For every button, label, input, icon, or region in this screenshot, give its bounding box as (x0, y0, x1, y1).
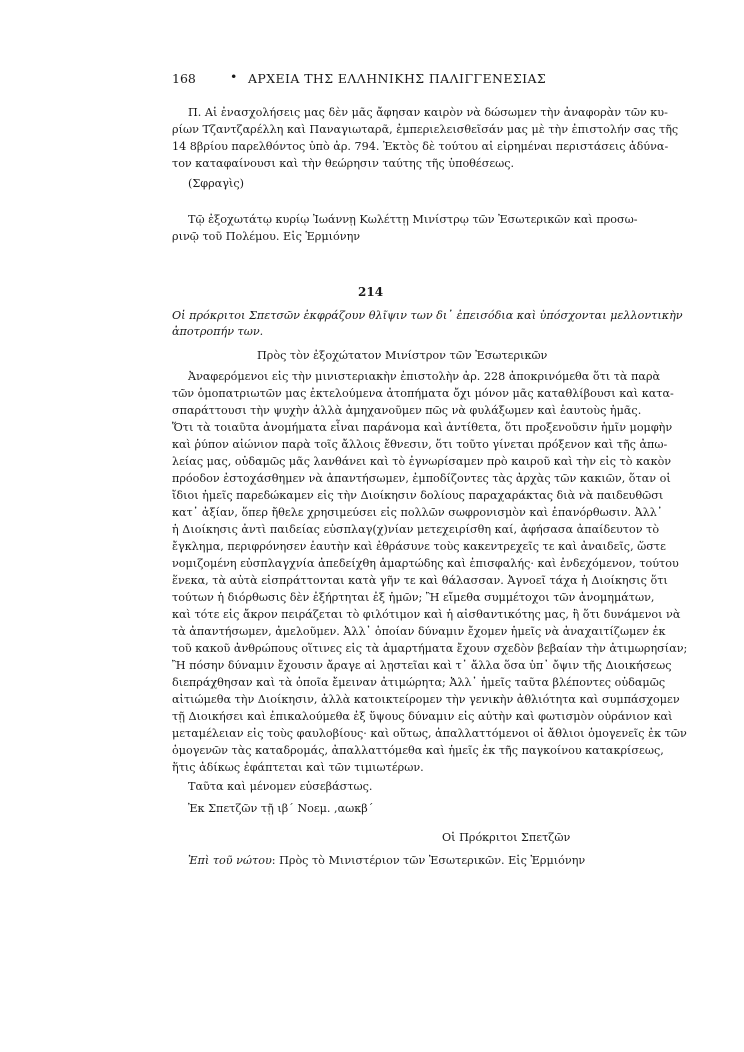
ps-line: Π. Αἱ ἐνασχολήσεις μας δὲν μᾶς ἄφησαν καιρὸν νὰ δώσωμεν τὴν ἀναφορὰν τῶν κυ- (188, 106, 668, 119)
ps-line: ρίων Τζαντζαρέλλη καὶ Παναγιωταρᾶ, ἐμπεριελεισθεῖσάν μας μὲ τὴν ἐπιστολήν σας τῆς (172, 123, 679, 136)
body-line: ὁμογενῶν τὰς καταδρομάς, ἀπαλλαττόμεθα καὶ ἡμεῖς ἐκ τῆς παγκοίνου κατακρίσεως, (172, 744, 664, 757)
body-line: τῇ Διοικήσει καὶ ἐπικαλούμεθα ἐξ ὕψους δύναμιν εἰς αὐτὴν καὶ φωτισμὸν οὐράνιον καὶ (172, 710, 673, 723)
verso-note (188, 853, 585, 868)
body-line: αἰτιώμεθα τὴν Διοίκησιν, ἀλλὰ κατοικτείρομεν τὴν γενικὴν ἀθλιότητα καὶ συμπάσχομεν (172, 693, 680, 706)
address-line: ρινῷ τοῦ Πολέμου. Εἰς Ἑρμιόνην (172, 230, 361, 243)
running-title: ΑΡΧΕΙΑ ΤΗΣ ΕΛΛΗΝΙΚΗΣ ΠΑΛΙΓΓΕΝΕΣΙΑΣ (248, 71, 547, 86)
closing-formula: Ταῦτα καὶ μένομεν εὐσεβάστως. (188, 780, 373, 793)
body-line: πρόοδον ἐστοχάσθημεν νὰ ἀπαντήσωμεν, ἐμποδίζοντες τὰς ἀρχὰς τῶν κακιῶν, ὅταν οἱ (172, 472, 671, 485)
body-line: ἕνεκα, τὰ αὐτὰ εἰσπράττονται κατὰ γῆν τε καὶ θάλασσαν. Ἀγνοεῖ τάχα ἡ Διοίκησις ὅτι (172, 574, 668, 587)
ps-line: 14 8βρίου παρελθόντος ὑπὸ ἀρ. 794. Ἐκτὸς δὲ τούτου αἱ εἰρημέναι περιστάσεις ἀδύνα- (172, 140, 669, 153)
ps-line: τον καταφαίνουσι καὶ τὴν θεώρησιν ταύτης τῆς ὑποθέσεως. (172, 157, 515, 170)
body-line: ἡ Διοίκησις ἀντὶ παιδείας εὐσπλαγ(χ)νίαν μετεχειρίσθη καί, ἀφήσασα ἀπαίδευτον τὸ (172, 523, 660, 536)
body-line: τῶν ὁμοπατριωτῶν μας ἐκτελούμενα ἀτοπήματα ὄχι μόνον μᾶς καταθλίβουσι καὶ κατα- (172, 387, 674, 400)
header-dot: • (230, 69, 238, 84)
body-line: λείας μας, οὐδαμῶς μᾶς λανθάνει καὶ τὸ ἐγνωρίσαμεν πρὸ καιροῦ καὶ τὴν εἰς τὸ κακὸν (172, 455, 672, 468)
document-summary: Οἱ πρόκριτοι Σπετσῶν ἐκφράζουν θλῖψιν των δι᾽ ἐπεισόδια καὶ ὑπόσχονται μελλοντικὴν (172, 309, 683, 322)
place-date: Ἐκ Σπετζῶν τῇ ιβ΄ Νοεμ. ,αωκβ΄ (188, 802, 374, 815)
page-number: 168 (172, 71, 196, 86)
body-line: σπαράττουσι τὴν ψυχὴν ἀλλὰ ἀμηχανοῦμεν πῶς νὰ φυλάξωμεν καὶ ἑαυτοὺς ἡμᾶς. (172, 404, 642, 417)
verso-text: : Πρὸς τὸ Μινιστέριον τῶν Ἐσωτερικῶν. Εἰς Ἑρμιόνην (271, 854, 586, 867)
recipient-line: Πρὸς τὸν ἐξοχώτατον Μινίστρον τῶν Ἐσωτερικῶν (257, 349, 548, 362)
body-line: ἔγκλημα, περιφρόνησεν ἑαυτὴν καὶ ἐθράσυνε τοὺς κακεντρεχεῖς τε καὶ ἀναιδεῖς, ὥστε (172, 540, 666, 553)
body-line: νομιζομένη εὐσπλαγχνία ἀπεδείχθη ἁμαρτώδης καὶ ἐπισφαλής· καὶ ἐνδεχόμενον, τούτου (172, 557, 679, 570)
body-line: μεταμέλειαν εἰς τοὺς φαυλοβίους· καὶ οὕτως, ἀπαλλαττόμενοι οἱ ἄθλιοι ὁμογενεῖς ἐκ τῶν (172, 727, 687, 740)
body-line: τούτων ἡ διόρθωσις δὲν ἐξήρτηται ἐξ ἡμῶν; Ἢ εἴμεθα συμμέτοχοι τῶν ἀνομημάτων, (172, 591, 655, 604)
body-line: τοῦ κακοῦ ἀνθρώπους οἵτινες εἰς τὰ ἁμαρτήματα ἔχουν σχεδὸν βεβαίαν τὴν ἀτιμωρησίαν; (172, 642, 688, 655)
signature: Οἱ Πρόκριτοι Σπετζῶν (442, 831, 571, 844)
body-line: κατ᾽ ἀξίαν, ὅπερ ἤθελε χρησιμεύσει εἰς πολλῶν σωφρονισμὸν καὶ ἐπανόρθωσιν. Ἀλλ᾽ (172, 506, 663, 519)
body-line: διεπράχθησαν καὶ τὰ ὁποῖα ἔμειναν ἀτιμώρητα; Ἀλλ᾽ ἡμεῖς ταῦτα βλέποντες οὐδαμῶς (172, 676, 666, 689)
address-line: Τῷ ἐξοχωτάτῳ κυρίῳ Ἰωάννῃ Κωλέττῃ Μινίστρῳ τῶν Ἐσωτερικῶν καὶ προσω- (188, 213, 638, 226)
body-line: ἴδιοι ἡμεῖς παρεδώκαμεν εἰς τὴν Διοίκησιν δολίους παραχαράκτας διὰ νὰ παιδευθῶσι (172, 489, 664, 502)
body-line: καὶ τότε εἰς ἄκρον πειράζεται τὸ φιλότιμον καὶ ἡ αἰσθαντικότης μας, ἢ ὅτι δυνάμενοι νὰ (172, 608, 681, 621)
body-line: τὰ ἀπαντήσωμεν, ἀμελοῦμεν. Ἀλλ᾽ ὁποίαν δύναμιν ἔχομεν ἡμεῖς νὰ ἀναχαιτίζωμεν ἐκ (172, 625, 666, 638)
running-header (172, 71, 558, 89)
seal-note: (Σφραγὶς) (188, 177, 244, 190)
body-line: καὶ ῥύπον αἰώνιον παρὰ τοῖς ἄλλοις ἔθνεσιν, ὅτι τοῦτο γίνεται πρόξενον καὶ τῆς ἀπω- (172, 438, 668, 451)
body-line: Ἢ πόσην δύναμιν ἔχουσιν ἄραγε αἱ λῃστεῖαι καὶ τ᾽ ἄλλα ὅσα ὑπ᾽ ὄψιν τῆς Διοικήσεως (172, 659, 672, 672)
body-line: Ἀναφερόμενοι εἰς τὴν μινιστεριακὴν ἐπιστολὴν ἀρ. 228 ἀποκρινόμεθα ὅτι τὰ παρὰ (188, 370, 661, 383)
verso-label: Ἐπὶ τοῦ νώτου (188, 854, 272, 867)
body-line: ἥτις ἀδίκως ἐφάπτεται καὶ τῶν τιμιωτέρων. (172, 761, 424, 774)
document-summary: ἀποτροπήν των. (172, 325, 264, 338)
document-number: 214 (358, 285, 384, 299)
body-line: Ὅτι τὰ τοιαῦτα ἀνομήματα εἶναι παράνομα καὶ ἀντίθετα, ὅτι προξενοῦσιν ἡμῖν μομφὴν (172, 421, 673, 434)
